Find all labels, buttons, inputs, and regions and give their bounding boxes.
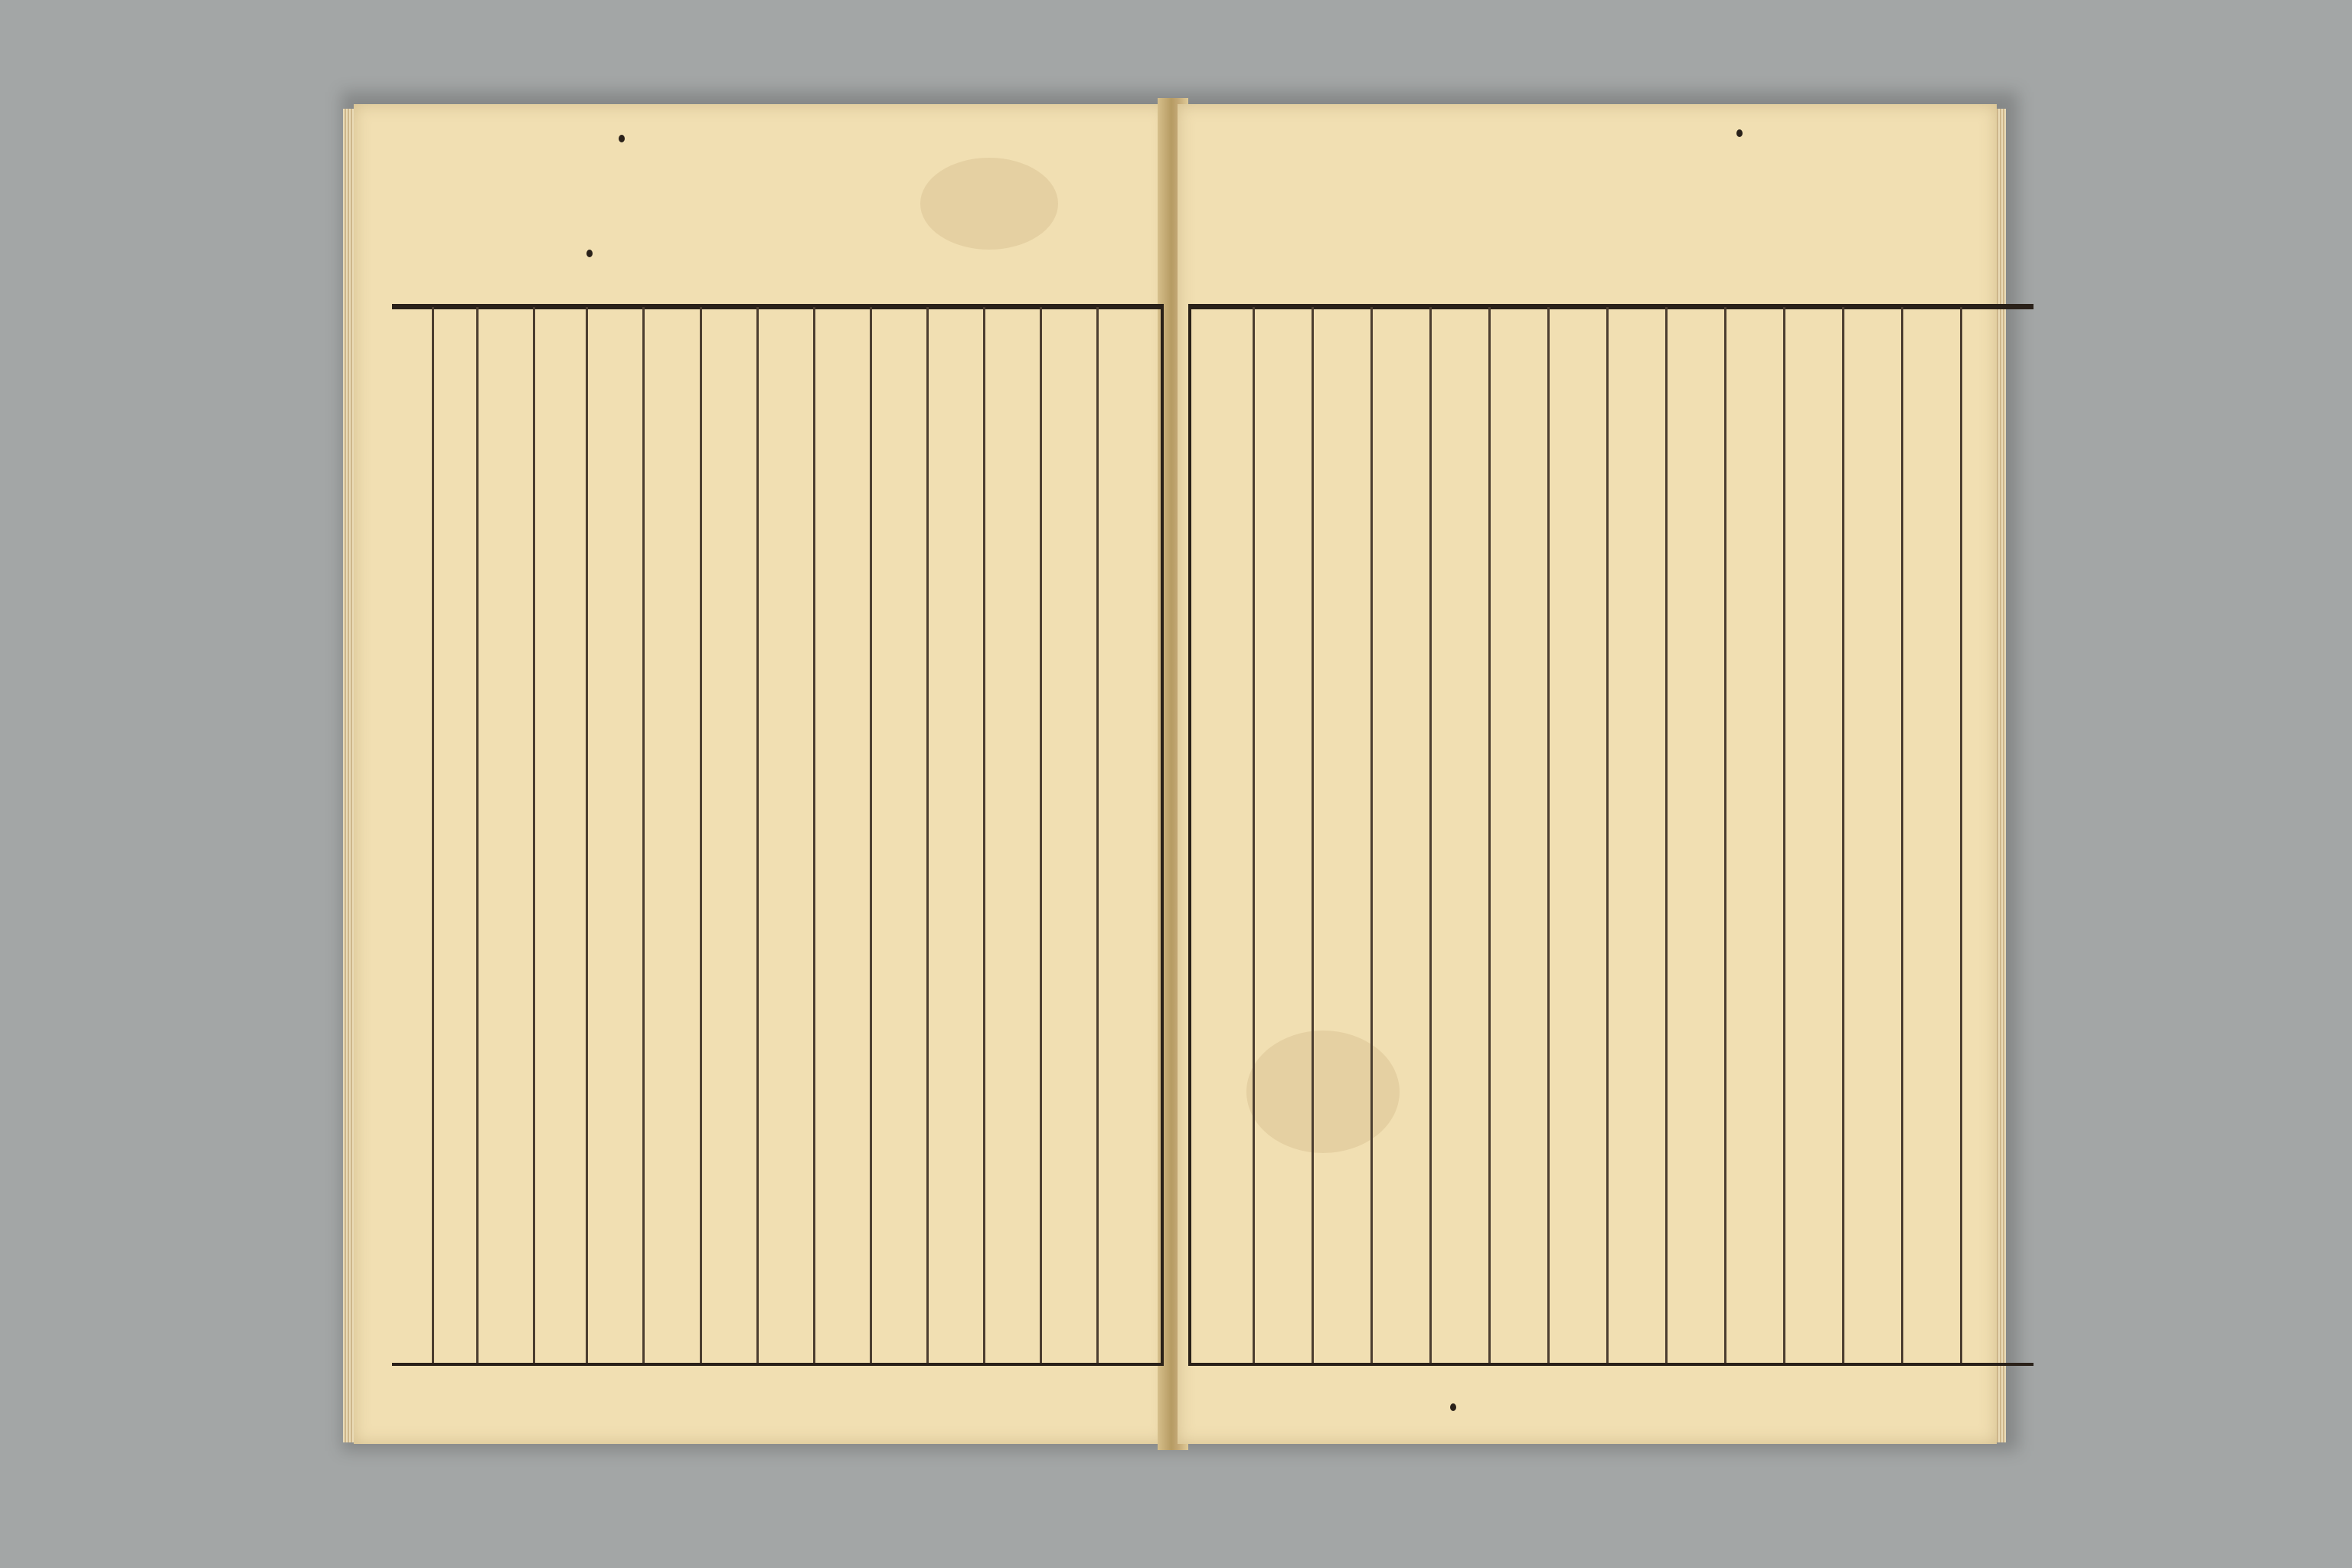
column-rule: [813, 307, 815, 1363]
column-rule: [1488, 307, 1491, 1363]
column-rule: [586, 307, 588, 1363]
paper-stain: [920, 158, 1058, 250]
column-rule: [1096, 307, 1099, 1363]
page-dot: [586, 250, 593, 257]
column-rule: [1783, 307, 1785, 1363]
right-text-frame: [1188, 304, 2034, 1366]
column-rule: [1901, 307, 1903, 1363]
column-rule: [1547, 307, 1550, 1363]
column-rule: [1960, 307, 1962, 1363]
column-rule: [1429, 307, 1432, 1363]
page-dot: [1736, 129, 1743, 137]
column-rule: [1370, 307, 1373, 1363]
column-rule: [926, 307, 929, 1363]
column-rule: [1665, 307, 1668, 1363]
column-rule: [700, 307, 702, 1363]
column-rule: [1253, 307, 1255, 1363]
column-rule: [1606, 307, 1609, 1363]
column-rule: [1724, 307, 1726, 1363]
frame-inner-rule: [392, 307, 1161, 309]
column-rule: [1312, 307, 1314, 1363]
page-dot: [619, 135, 625, 142]
column-rule: [432, 307, 434, 1363]
column-rule: [533, 307, 535, 1363]
frame-inner-rule: [1191, 307, 2034, 309]
page-dot: [1450, 1403, 1456, 1411]
column-rule: [870, 307, 872, 1363]
column-rule: [1842, 307, 1844, 1363]
column-rule: [642, 307, 645, 1363]
column-rule: [1040, 307, 1042, 1363]
left-text-frame: [392, 304, 1164, 1366]
column-rule: [756, 307, 759, 1363]
column-rule: [476, 307, 479, 1363]
column-rule: [983, 307, 985, 1363]
